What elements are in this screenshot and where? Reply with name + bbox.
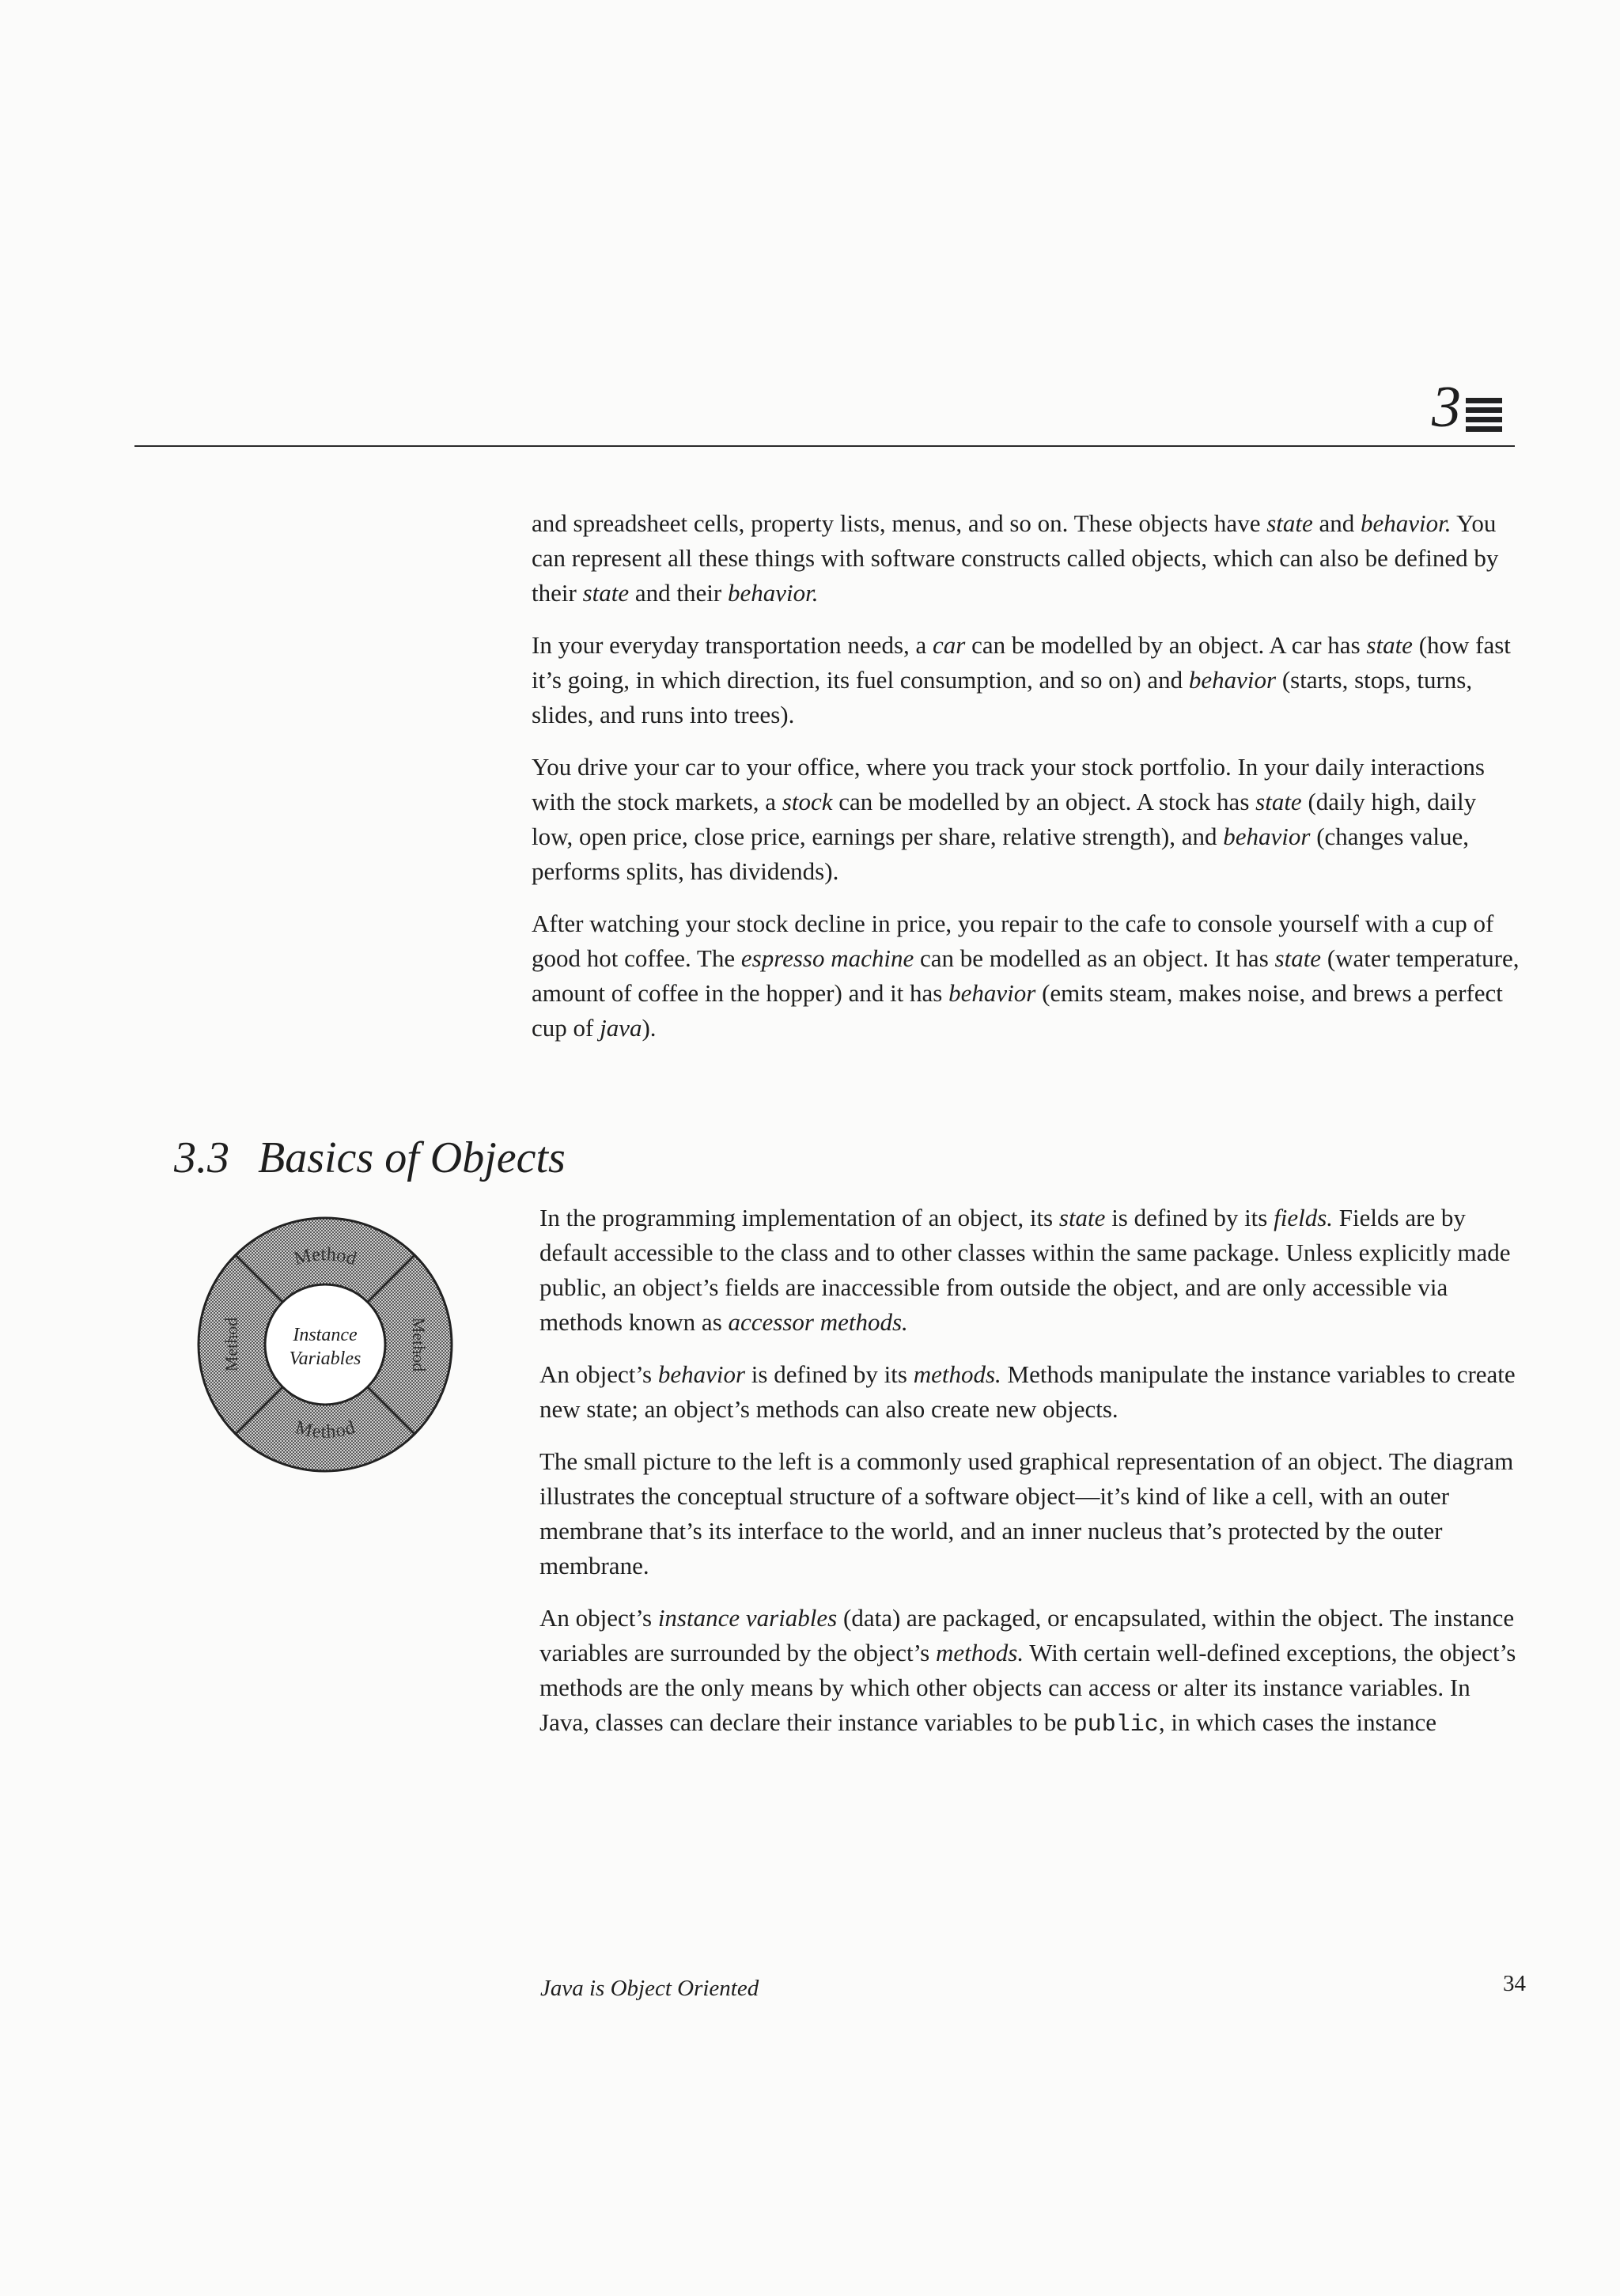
text-run: state (1058, 1204, 1106, 1231)
segment-label-right: Method (409, 1317, 429, 1372)
text-run: (changes value, performs splits, has dividends). (532, 823, 1470, 885)
text-run: After watching your stock decline in price, you repair to the cafe to console yourself with a cup of good hot coffee. The (532, 910, 1494, 972)
segment-label-bottom: Method (293, 1417, 358, 1443)
text-run: methods. (936, 1639, 1024, 1666)
text-run: and (1312, 509, 1361, 537)
text-run: , in which cases the instance (1158, 1708, 1437, 1736)
paragraph (532, 628, 1520, 732)
text-run: state (1266, 509, 1313, 537)
text-run: In your everyday transportation needs, a (532, 631, 933, 659)
text-run: (daily high, daily low, open price, close price, earnings per share, relative strength), and (532, 788, 1477, 850)
text-run: behavior. (1361, 509, 1452, 537)
section-title: Basics of Objects (258, 1133, 566, 1182)
text-run: Fields are by default accessible to the class and to other classes within the same package. Unless explicitly made public, an object’s fields are inaccessible from outside the object, and are only accessible via methods known as (539, 1204, 1511, 1336)
text-run: With certain well-defined exceptions, the object’s methods are the only means by which other objects can access or alter its instance variables. In Java, classes can declare their instance variables to be (539, 1639, 1516, 1736)
nucleus-label-line1: Instance (293, 1325, 358, 1345)
paragraph (539, 1357, 1524, 1427)
text-run: state (1366, 631, 1413, 659)
chapter-number: 3 (1432, 375, 1461, 440)
text-run: behavior (657, 1360, 746, 1388)
text-run: can be modelled as an object. It has (914, 944, 1275, 972)
text-run: Methods manipulate the instance variables to create new state; an object’s methods can also create new objects. (539, 1360, 1516, 1423)
text-run: is defined by its (1105, 1204, 1274, 1231)
section-heading (174, 1133, 566, 1183)
top-text-column (532, 506, 1520, 1063)
text-run: An object’s (539, 1360, 658, 1388)
text-run: (data) are packaged, or encapsulated, within the object. The instance variables are surrounded by the object’s (539, 1604, 1515, 1666)
chapter-bars-icon (1466, 394, 1502, 432)
text-run: state (1274, 944, 1322, 972)
text-run: java (600, 1014, 642, 1042)
paragraph (539, 1201, 1524, 1340)
paragraph (532, 906, 1520, 1046)
page-number: 34 (1503, 1971, 1526, 1996)
text-run: car (933, 631, 966, 659)
text-run: methods. (913, 1360, 1001, 1388)
text-run: and their (629, 579, 728, 607)
text-run: (starts, stops, turns, slides, and runs into trees). (532, 666, 1473, 728)
text-run: stock (782, 788, 833, 815)
paragraph (532, 506, 1520, 611)
text-run: You drive your car to your office, where you track your stock portfolio. In your daily interactions with the stock markets, a (532, 753, 1485, 815)
text-run: behavior. (727, 579, 819, 607)
text-run: state (1255, 788, 1302, 815)
text-run: An object’s (539, 1604, 658, 1632)
text-run: behavior (948, 979, 1036, 1007)
text-run: public (1073, 1712, 1159, 1738)
section-number: 3.3 (174, 1133, 229, 1182)
bottom-text-column (539, 1201, 1524, 1760)
text-run: behavior (1188, 666, 1277, 694)
text-run: instance variables (657, 1604, 838, 1632)
segment-label-left: Method (221, 1317, 241, 1372)
text-run: espresso machine (740, 944, 914, 972)
text-run: (water temperature, amount of coffee in the hopper) and it has (532, 944, 1520, 1007)
paragraph (539, 1601, 1524, 1742)
nucleus-label-line2: Variables (289, 1348, 361, 1369)
paragraph (532, 750, 1520, 889)
footer-title: Java is Object Oriented (540, 1976, 759, 2001)
text-run: The small picture to the left is a commonly used graphical representation of an object. The diagram illustrates the conceptual structure of a software object—it’s kind of like a cell, with an outer membrane that’s its interface to the world, and an inner nucleus that’s protected by the outer membrane. (539, 1447, 1514, 1579)
text-run: can be modelled by an object. A stock has (832, 788, 1256, 815)
text-run: behavior (1223, 823, 1311, 850)
text-run: is defined by its (745, 1360, 914, 1388)
object-diagram (195, 1214, 456, 1475)
text-run: state (582, 579, 630, 607)
text-run: fields. (1274, 1204, 1334, 1231)
text-run: (emits steam, makes noise, and brews a perfect cup of (532, 979, 1503, 1042)
text-run: can be modelled by an object. A car has (965, 631, 1367, 659)
segment-label-top: Method (292, 1244, 359, 1270)
header-rule (134, 445, 1515, 447)
paragraph (539, 1444, 1524, 1583)
text-run: In the programming implementation of an object, its (539, 1204, 1059, 1231)
text-run: and spreadsheet cells, property lists, menus, and so on. These objects have (532, 509, 1267, 537)
text-run: accessor methods. (728, 1308, 908, 1336)
text-run: (how fast it’s going, in which direction, its fuel consumption, and so on) and (532, 631, 1511, 694)
text-run: You can represent all these things with software constructs called objects, which can also be defined by their (532, 509, 1499, 607)
text-run: ). (642, 1014, 657, 1042)
chapter-marker (1432, 375, 1502, 440)
